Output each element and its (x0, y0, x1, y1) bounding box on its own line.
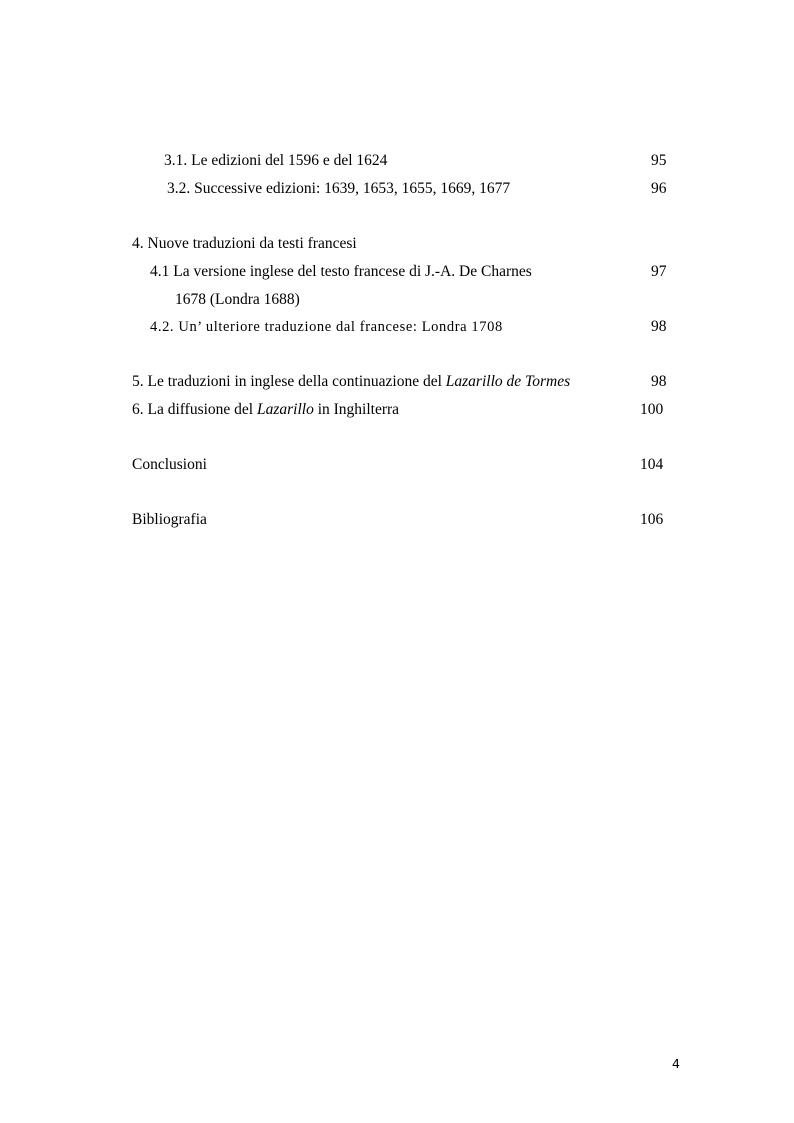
page-number: 4 (672, 1056, 680, 1071)
toc-page-bibliografia: 106 (640, 511, 664, 528)
toc-entry-5-title: Lazarillo de Tormes (445, 373, 571, 390)
toc-entry-6-title: Lazarillo (256, 401, 314, 418)
toc-page-6: 100 (640, 401, 664, 418)
toc-entry-3-2: 3.2. Successive edizioni: 1639, 1653, 1655, 1669, 1677 (167, 180, 511, 197)
toc-entry-5-text: 5. Le traduzioni in inglese della continuazione del (132, 373, 446, 390)
toc-page-3-1: 95 (651, 152, 667, 169)
toc-page-4-2: 98 (651, 318, 667, 335)
toc-page-4-1: 97 (651, 263, 667, 280)
toc-entry-4-2: 4.2. Un’ ulteriore traduzione dal francese: Londra 1708 (150, 319, 503, 335)
toc-entry-4-1-cont: 1678 (Londra 1688) (175, 291, 300, 308)
toc-page-conclusioni: 104 (640, 456, 664, 473)
toc-entry-3-1: 3.1. Le edizioni del 1596 e del 1624 (164, 152, 388, 169)
toc-entry-4: 4. Nuove traduzioni da testi francesi (132, 235, 357, 252)
toc-entry-5 (132, 373, 570, 391)
toc-entry-6-text: 6. La diffusione del (132, 401, 257, 418)
toc-page-3-2: 96 (651, 180, 667, 197)
toc-page-5: 98 (651, 373, 667, 390)
toc-entry-4-1: 4.1 La versione inglese del testo francese di J.-A. De Charnes (150, 263, 532, 280)
toc-entry-6 (132, 401, 399, 419)
toc-entry-bibliografia: Bibliografia (132, 511, 207, 528)
toc-entry-conclusioni: Conclusioni (132, 456, 207, 473)
toc-entry-6-text-end: in Inghilterra (313, 401, 400, 418)
